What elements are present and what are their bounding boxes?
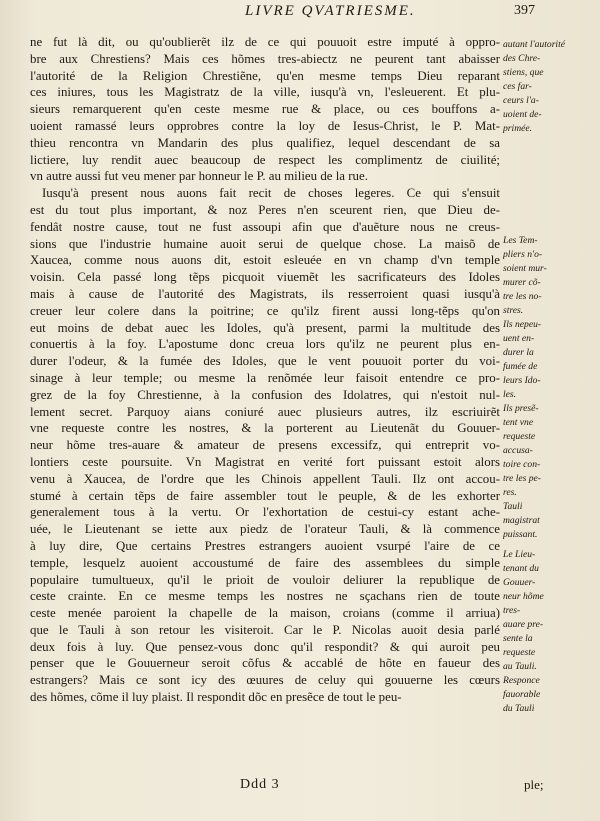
text-line: Iusqu'à present nous auons fait recit de choses legeres. Ce qui s'ensuit <box>42 186 500 201</box>
margin-note: tres- <box>503 606 521 616</box>
text-line: stumé à certain tẽps de faire assembler tout le peuple, & de les exhorter <box>30 488 500 503</box>
margin-note: Le Lieu- <box>503 550 536 560</box>
text-line: neur hõme tres-auare & amateur de presens excessifz, qui entreprit vo- <box>30 438 500 453</box>
text-line: ces iniures, tous les Magistratz de la ville, iusqu'à vn, l'esleuerent. Et plu- <box>30 85 500 100</box>
margin-note: auare pre- <box>503 620 544 630</box>
margin-note: ceurs l'a- <box>503 96 539 106</box>
text-line: populaire tumultueux, qu'il le prioit de vouloir deliurer la republique de <box>30 572 500 587</box>
text-line: Xaucea, comme nous auons dit, estoit esleuée en vn champ d'vn temple <box>30 253 500 268</box>
catchword: ple; <box>524 777 544 792</box>
text-line: fendât nostre cause, tout ne fust assoupi afin que d'auẽture nous ne creus- <box>30 219 500 234</box>
page-footer <box>0 777 600 795</box>
text-line: uée, le Lieutenant se iette aux piedz de l'orateur Tauli, & là commence <box>30 522 500 537</box>
margin-note: tre les pe- <box>503 474 542 484</box>
margin-note: du Tauli <box>503 704 535 714</box>
margin-note: ces far- <box>503 82 532 92</box>
text-line: ceste menée paroient la chapelle de la maison, croians (comme il arriua) <box>30 606 500 621</box>
margin-note: neur hõme <box>503 592 544 602</box>
margin-note: Ils presẽ- <box>503 404 539 414</box>
text-line: lictiere, luy rendit auec beaucoup de respect les complimentz de ciuilité; <box>30 152 500 167</box>
text-line: sions que l'industrie humaine auoit serui de quelque chose. La maisõ de <box>30 236 500 251</box>
text-line: sinage à leur temple; ou mesme la renõmée leur faisoit entendre ce pro- <box>30 370 500 385</box>
margin-note: tre les no- <box>503 292 542 302</box>
running-title: LIVRE QVATRIESME. <box>245 3 416 19</box>
text-line: creuer leur colere dans la poitrine; ce qu'ilz firent aussi long-tẽps qu'on <box>30 303 500 318</box>
text-line: thieu rencontra vn Mandarin des plus qualifiez, lequel descendant de sa <box>30 135 500 150</box>
text-line: vne requeste contre les nostres, & la porterent au Lieutenãt du Gouuer- <box>30 421 500 436</box>
margin-note: soient mur- <box>503 264 547 274</box>
text-line: penser que le Gouuerneur seroit cõfus & accablé de hõte en faueur des <box>30 656 500 671</box>
text-line: ne fut là dit, ou qu'oublierẽt ilz de ce qui pouuoit estre imputé à oppro- <box>30 35 500 49</box>
margin-note: sente la <box>503 634 533 644</box>
margin-note: Les Tem- <box>503 236 538 246</box>
margin-note: durer la <box>503 348 534 358</box>
text-line: lontiers ceste poursuite. Vn Magistrat en verité fort puissant estoit alors <box>30 454 500 469</box>
text-line: grez de la foy Chrestienne, à la confusion des Idolatres, qui n'estoit nul- <box>30 387 500 402</box>
text-line: lement secret. Parquoy aians coniuré auec plusieurs autres, ilz escriuirẽt <box>30 404 500 419</box>
margin-note: stres. <box>503 306 524 316</box>
margin-note: Ils nepeu- <box>503 320 542 330</box>
text-line: generalement tous à la vertu. Or l'exhortation de cestui-cy estant ache- <box>30 505 500 520</box>
text-line: eut moins de debat auec les Idoles, qu'à present, parmi la multitude des <box>30 320 500 335</box>
margin-note: fauorable <box>503 690 541 700</box>
margin-note: magistrat <box>503 516 540 526</box>
margin-note: requeste <box>503 648 536 658</box>
margin-note: leurs Ido- <box>503 376 541 386</box>
margin-note: pliers n'o- <box>503 250 543 260</box>
margin-note: tenant du <box>503 564 539 574</box>
margin-note: au Tauli. <box>503 662 537 672</box>
margin-note: puissant. <box>503 530 538 540</box>
margin-note: uoient de- <box>503 110 542 120</box>
text-line: voisin. Cela passé long tẽps picquoit viuemẽt les sacrificateurs des Idoles <box>30 270 500 285</box>
margin-note: stiens, que <box>503 68 544 78</box>
margin-note: toire con- <box>503 460 541 470</box>
running-head <box>0 3 600 23</box>
margin-note: primée. <box>503 124 533 134</box>
margin-note: uent en- <box>503 334 535 344</box>
margin-note: accusa- <box>503 446 533 456</box>
text-line: sieurs remarquerent qu'en ceste mesme rue & place, ou ces bouffons a- <box>30 102 500 117</box>
text-line: que le Tauli à son retour les visiteroit. Car le P. Nicolas auoit desia parlé <box>30 622 500 637</box>
margin-note: autant l'autorité <box>503 40 566 50</box>
margin-note: tent vne <box>503 418 534 428</box>
margin-note: Tauli <box>503 502 523 512</box>
text-line: deux fois à luy. Que pensez-vous donc qu'il respondit? & qui auroit peu <box>30 639 500 654</box>
margin-note: des Chre- <box>503 54 541 64</box>
text-line: vn autre aussi fut veu mener par honneur le P. au milieu de la rue. <box>30 169 368 184</box>
margin-note: fumée de <box>503 362 538 372</box>
margin-note: murer cõ- <box>503 278 541 288</box>
margin-note: requeste <box>503 432 536 442</box>
signature-mark: Ddd 3 <box>240 777 280 792</box>
text-line: bre aux Chrestiens? Mais ces hõmes tres-abiectz ne peurent tant abaisser <box>30 51 500 66</box>
text-line: estrangers? Mais ce sont icy des œuures de celuy qui gouuerne les cœurs <box>30 673 500 688</box>
margin-note: les. <box>503 390 517 400</box>
text-line: conuertis à la foy. L'apostume donc creua lors qu'ilz ne peurent plus en- <box>30 337 500 352</box>
text-line: l'autorité de la Religion Chrestiẽne, qu'en mesme temps Dieu reparant <box>30 68 500 83</box>
text-line: des hõmes, cõme il luy plaist. Il respondit dõc en presẽce de tout le peu- <box>30 690 402 705</box>
text-line: mais à cause de l'autorité des Magistrats, ils resserroient quasi iusqu'à <box>30 286 500 301</box>
margin-note: Responce <box>503 676 540 686</box>
page-number: 397 <box>514 3 535 18</box>
body-text <box>30 34 500 706</box>
text-line: venu à Xaucea, de l'ordre que les Chinois appellent Tauli. Ilz ont accou- <box>30 471 500 486</box>
text-line: temple, lesquelz auoient accoustumé de faire des assemblees du simple <box>30 555 500 570</box>
text-line: est du tout plus important, & noz Peres n'en sceurent rien, que Dieu de- <box>30 202 500 217</box>
margin-note: Gouuer- <box>503 578 536 588</box>
text-line: ceste crainte. En ce mesme temps les nostres ne sçachans rien de toute <box>30 589 500 604</box>
text-line: à luy dire, Que certains Prestres estrangers auoient vsurpé l'aire de ce <box>30 538 500 553</box>
text-line: durer l'odeur, & la fumée des Idoles, que le vent pouuoit porter du voi- <box>30 354 500 369</box>
text-line: uoient ramassé leurs opprobres contre la loy de Iesus-Christ, le P. Mat- <box>30 118 500 133</box>
margin-note: res. <box>503 488 517 498</box>
